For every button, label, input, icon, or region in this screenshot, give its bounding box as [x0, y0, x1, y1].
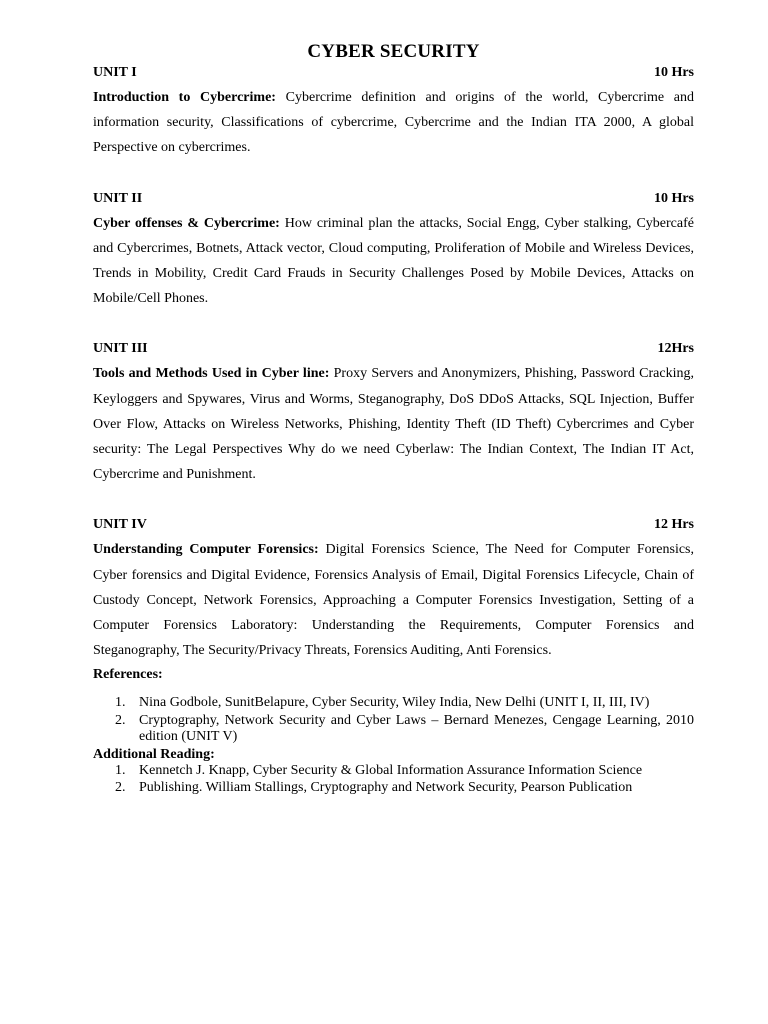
- unit-1-section: [93, 60, 694, 161]
- document-title: CYBER SECURITY: [307, 41, 480, 62]
- unit-header: [93, 512, 694, 537]
- reference-item: [93, 695, 694, 712]
- reading-text: Kennetch J. Knapp, Cyber Security & Global Information Assurance Information Science: [139, 762, 643, 778]
- unit-name: UNIT IV: [93, 517, 147, 533]
- unit-topics: How criminal plan the attacks, Social Engg, Cyber stalking, Cybercafé and Cybercrimes, Botnets, Attack vector, Cloud computing, Proliferation of Mobile and Wireless Devices, Trends in Mobility, Credit Card Frauds in Security Challenges Posed by Mobile Devices, Attacks on Mobile/Cell Phones.: [93, 215, 694, 307]
- unit-name: UNIT II: [93, 190, 143, 206]
- unit-name: UNIT I: [93, 65, 137, 80]
- references-heading: References:: [93, 667, 163, 683]
- unit-hours: 12Hrs: [657, 341, 694, 357]
- unit-header: [93, 186, 694, 211]
- reference-number: 1.: [115, 695, 126, 711]
- unit-description: [93, 211, 694, 312]
- unit-description: [93, 85, 694, 161]
- unit-name: UNIT III: [93, 341, 148, 357]
- unit-3-section: [93, 336, 694, 487]
- syllabus-page: [93, 40, 694, 798]
- unit-header: [93, 336, 694, 361]
- unit-2-section: [93, 186, 694, 312]
- additional-reading-item: [93, 780, 694, 797]
- unit-topic-heading: Understanding Computer Forensics:: [93, 542, 319, 558]
- additional-reading-list: [93, 763, 694, 797]
- unit-hours: 10 Hrs: [653, 190, 694, 206]
- reference-item: [93, 713, 694, 746]
- reading-number: 1.: [115, 762, 126, 778]
- unit-4-section: [93, 512, 694, 663]
- reading-text: Publishing. William Stallings, Cryptography and Network Security, Pearson Publication: [139, 780, 633, 796]
- references-list: [93, 695, 694, 746]
- unit-topic-heading: Introduction to Cybercrime:: [93, 90, 276, 105]
- reference-text: Cryptography, Network Security and Cyber Laws – Bernard Menezes, Cengage Learning, 2010 edition (UNIT V): [139, 712, 694, 745]
- unit-topics: Cybercrime definition and origins of the world, Cybercrime and information security, Classifications of cybercrime, Cybercrime and the Indian ITA 2000, A global Perspective on cybercrimes.: [93, 90, 694, 156]
- unit-topic-heading: Cyber offenses & Cybercrime:: [93, 215, 280, 231]
- unit-topics: Digital Forensics Science, The Need for Computer Forensics, Cyber forensics and Digital Evidence, Forensics Analysis of Email, Digital Forensics Lifecycle, Chain of Custody Concept, Network Forensics, Approaching a Computer Forensics Investigation, Setting of a Computer Forensics Laboratory: Understanding the Requirements, Computer Forensics and Steganography, The Security/Privacy Threats, Forensics Auditing, Anti Forensics.: [93, 542, 694, 659]
- reading-number: 2.: [115, 780, 126, 796]
- reference-text: Nina Godbole, SunitBelapure, Cyber Security, Wiley India, New Delhi (UNIT I, II, III, IV): [139, 695, 650, 711]
- unit-topics: Proxy Servers and Anonymizers, Phishing, Password Cracking, Keyloggers and Spywares, Virus and Worms, Steganography, DoS DDoS Attacks, SQL Injection, Buffer Over Flow, Attacks on Wireless Networks, Phishing, Identity Theft (ID Theft) Cybercrimes and Cyber security: The Legal Perspectives Why do we need Cyberlaw: The Indian Context, The Indian IT Act, Cybercrime and Punishment.: [93, 366, 694, 483]
- unit-description: [93, 537, 694, 663]
- unit-hours: 10 Hrs: [653, 65, 694, 80]
- additional-reading-item: [93, 763, 694, 780]
- unit-topic-heading: Tools and Methods Used in Cyber line:: [93, 366, 330, 382]
- reference-number: 2.: [115, 712, 126, 728]
- unit-hours: 12 Hrs: [653, 517, 694, 533]
- additional-reading-heading: Additional Reading:: [93, 746, 215, 762]
- unit-description: [93, 361, 694, 487]
